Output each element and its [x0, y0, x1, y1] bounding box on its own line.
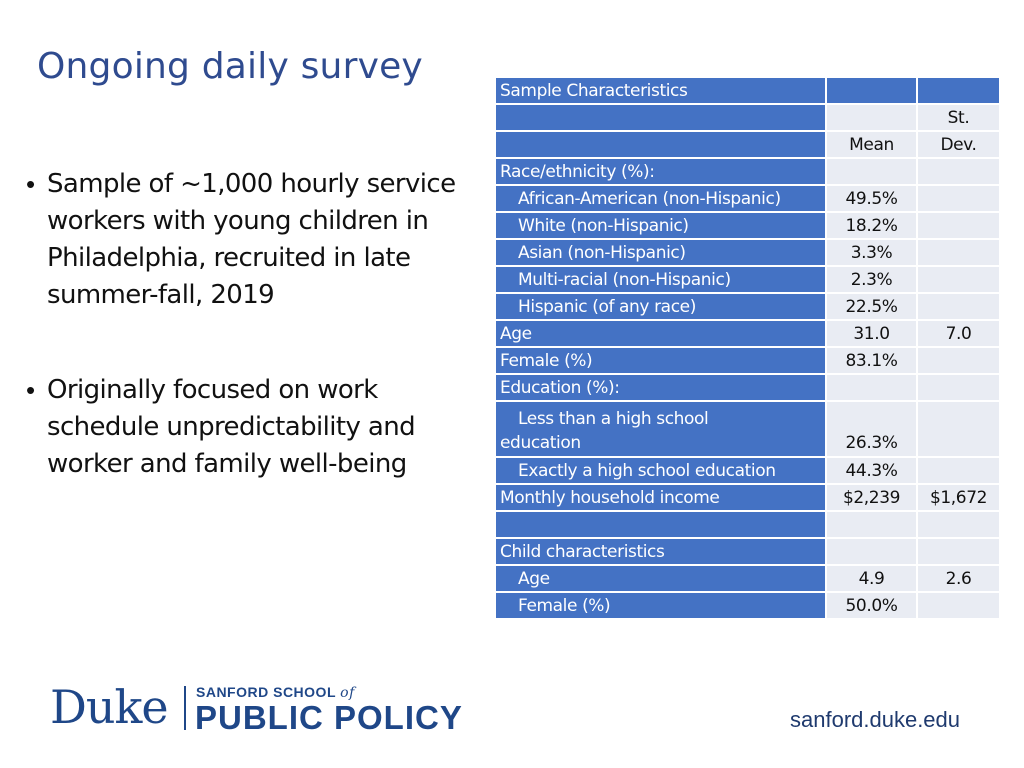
slide-title: Ongoing daily survey: [37, 46, 423, 87]
bullet-text: Sample of ~1,000 hourly service workers with young children in Philadelphia, recruited in late summer-fall, 2019: [47, 169, 456, 310]
row-mean: $2,239: [826, 484, 917, 511]
table-row: [495, 538, 1000, 565]
header-cell: [495, 104, 826, 131]
col-header-st: St.: [917, 104, 1000, 131]
header-cell: [495, 131, 826, 158]
row-sd: [917, 293, 1000, 320]
row-mean: 83.1%: [826, 347, 917, 374]
row-label: Hispanic (of any race): [518, 296, 696, 317]
row-sd: [917, 457, 1000, 484]
table-row: [495, 212, 1000, 239]
table-header-row: [495, 131, 1000, 158]
row-sd: [917, 212, 1000, 239]
row-label: Age: [518, 568, 550, 589]
row-mean: 49.5%: [826, 185, 917, 212]
bullet-dot-icon: •: [26, 169, 36, 199]
logo-of-text: of: [340, 685, 355, 701]
table-row: [495, 158, 1000, 185]
row-label: Female (%): [518, 595, 611, 616]
row-sd: [917, 538, 1000, 565]
row-sd: 2.6: [917, 565, 1000, 592]
row-label: Education (%):: [495, 374, 826, 401]
table-row: [495, 293, 1000, 320]
header-cell: [826, 104, 917, 131]
table-row: [495, 320, 1000, 347]
table-row: [495, 457, 1000, 484]
table-row: [495, 374, 1000, 401]
table-row: [495, 347, 1000, 374]
logo-public-policy: PUBLIC POLICY: [195, 699, 463, 736]
row-mean: 26.3%: [826, 401, 917, 457]
row-sd: [917, 347, 1000, 374]
row-label: African-American (non-Hispanic): [518, 188, 781, 209]
row-mean: 2.3%: [826, 266, 917, 293]
row-label: Multi-racial (non-Hispanic): [518, 269, 731, 290]
row-sd: [917, 401, 1000, 457]
col-header-dev: Dev.: [917, 131, 1000, 158]
logo-sanford-text: SANFORD SCHOOL: [196, 684, 336, 700]
row-sd: [917, 592, 1000, 619]
bullet-dot-icon: •: [26, 375, 36, 405]
row-label: Age: [495, 320, 826, 347]
table-row: [495, 484, 1000, 511]
row-mean: [826, 511, 917, 538]
row-sd: [917, 185, 1000, 212]
row-sd: [917, 158, 1000, 185]
table-row: [495, 185, 1000, 212]
row-label: Monthly household income: [495, 484, 826, 511]
row-sd: [917, 511, 1000, 538]
header-cell: [917, 77, 1000, 104]
table-header-row: [495, 77, 1000, 104]
row-label: Female (%): [495, 347, 826, 374]
table-row: [495, 565, 1000, 592]
row-label: Child characteristics: [495, 538, 826, 565]
table-title: Sample Characteristics: [495, 77, 826, 104]
table-row: [495, 266, 1000, 293]
row-mean: 3.3%: [826, 239, 917, 266]
logo-divider: [184, 686, 186, 730]
table-row: [495, 592, 1000, 619]
row-label: Exactly a high school education: [518, 460, 776, 481]
row-mean: [826, 538, 917, 565]
row-label: White (non-Hispanic): [518, 215, 689, 236]
row-label: [495, 401, 826, 457]
row-sd: [917, 374, 1000, 401]
bullet-item: [26, 166, 471, 314]
bullet-item: [26, 372, 471, 483]
row-label-line1: Less than a high school: [518, 409, 709, 429]
bullet-list: [26, 166, 471, 483]
row-mean: 18.2%: [826, 212, 917, 239]
row-mean: 50.0%: [826, 592, 917, 619]
sample-characteristics-table: [494, 76, 1001, 620]
row-mean: 22.5%: [826, 293, 917, 320]
row-label: Asian (non-Hispanic): [518, 242, 686, 263]
row-label-line2: education: [500, 433, 581, 453]
row-sd: [917, 266, 1000, 293]
row-mean: [826, 158, 917, 185]
row-label: Race/ethnicity (%):: [495, 158, 826, 185]
header-cell: [826, 77, 917, 104]
logo-duke-wordmark: Duke: [50, 680, 168, 734]
table-row: [495, 401, 1000, 457]
row-sd: [917, 239, 1000, 266]
row-sd: 7.0: [917, 320, 1000, 347]
row-mean: [826, 374, 917, 401]
table-row: [495, 511, 1000, 538]
bullet-text: Originally focused on work schedule unpredictability and worker and family well-being: [47, 375, 416, 479]
row-mean: 44.3%: [826, 457, 917, 484]
table-header-row: [495, 104, 1000, 131]
row-sd: $1,672: [917, 484, 1000, 511]
row-mean: 31.0: [826, 320, 917, 347]
footer-url: sanford.duke.edu: [790, 707, 961, 732]
col-header-mean: Mean: [826, 131, 917, 158]
table-row: [495, 239, 1000, 266]
row-mean: 4.9: [826, 565, 917, 592]
row-label: [495, 511, 826, 538]
